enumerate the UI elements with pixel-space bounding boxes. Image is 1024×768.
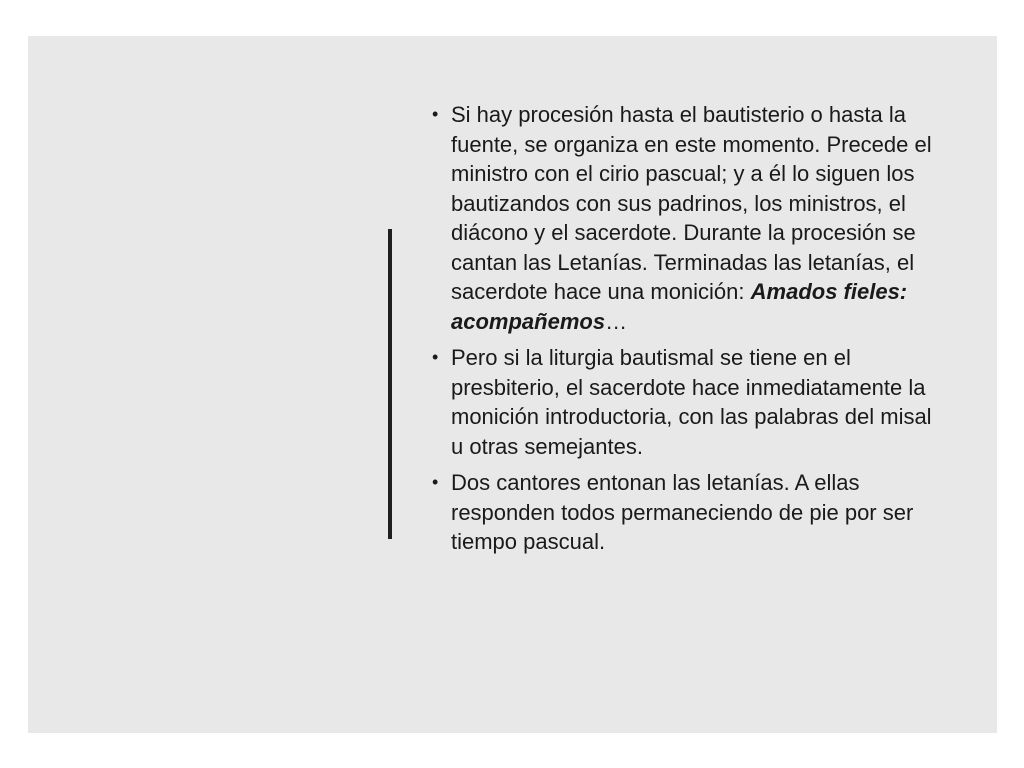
vertical-divider xyxy=(388,229,392,539)
bullet-icon: • xyxy=(432,347,439,367)
slide xyxy=(28,36,997,733)
bullet-icon: • xyxy=(432,104,439,124)
bullet-text: Si hay procesión hasta el bautisterio o hasta la fuente, se organiza en este momento. Precede el ministro con el cirio pascual; y a él lo siguen los bautizandos con sus padrinos, los ministros, el diácono y el sacerdote. Durante la procesión se cantan las Letanías. Terminadas las letanías, el sacerdote hace una monición: xyxy=(451,102,932,304)
bullet-item-letanias xyxy=(428,468,948,557)
bullet-icon: • xyxy=(432,472,439,492)
bullet-text: Pero si la liturgia bautismal se tiene en el presbiterio, el sacerdote hace inmediatamente la monición introductoria, con las palabras del misal u otras semejantes. xyxy=(451,345,932,459)
bullet-ellipsis: … xyxy=(605,308,628,334)
bullet-list xyxy=(428,100,948,564)
bullet-text: Dos cantores entonan las letanías. A ellas responden todos permaneciendo de pie por ser tiempo pascual. xyxy=(451,470,914,554)
bullet-item-procession xyxy=(428,100,948,336)
bullet-emphasis: Amados fieles: acompañemos xyxy=(451,279,908,334)
bullet-item-presbiterio xyxy=(428,343,948,461)
